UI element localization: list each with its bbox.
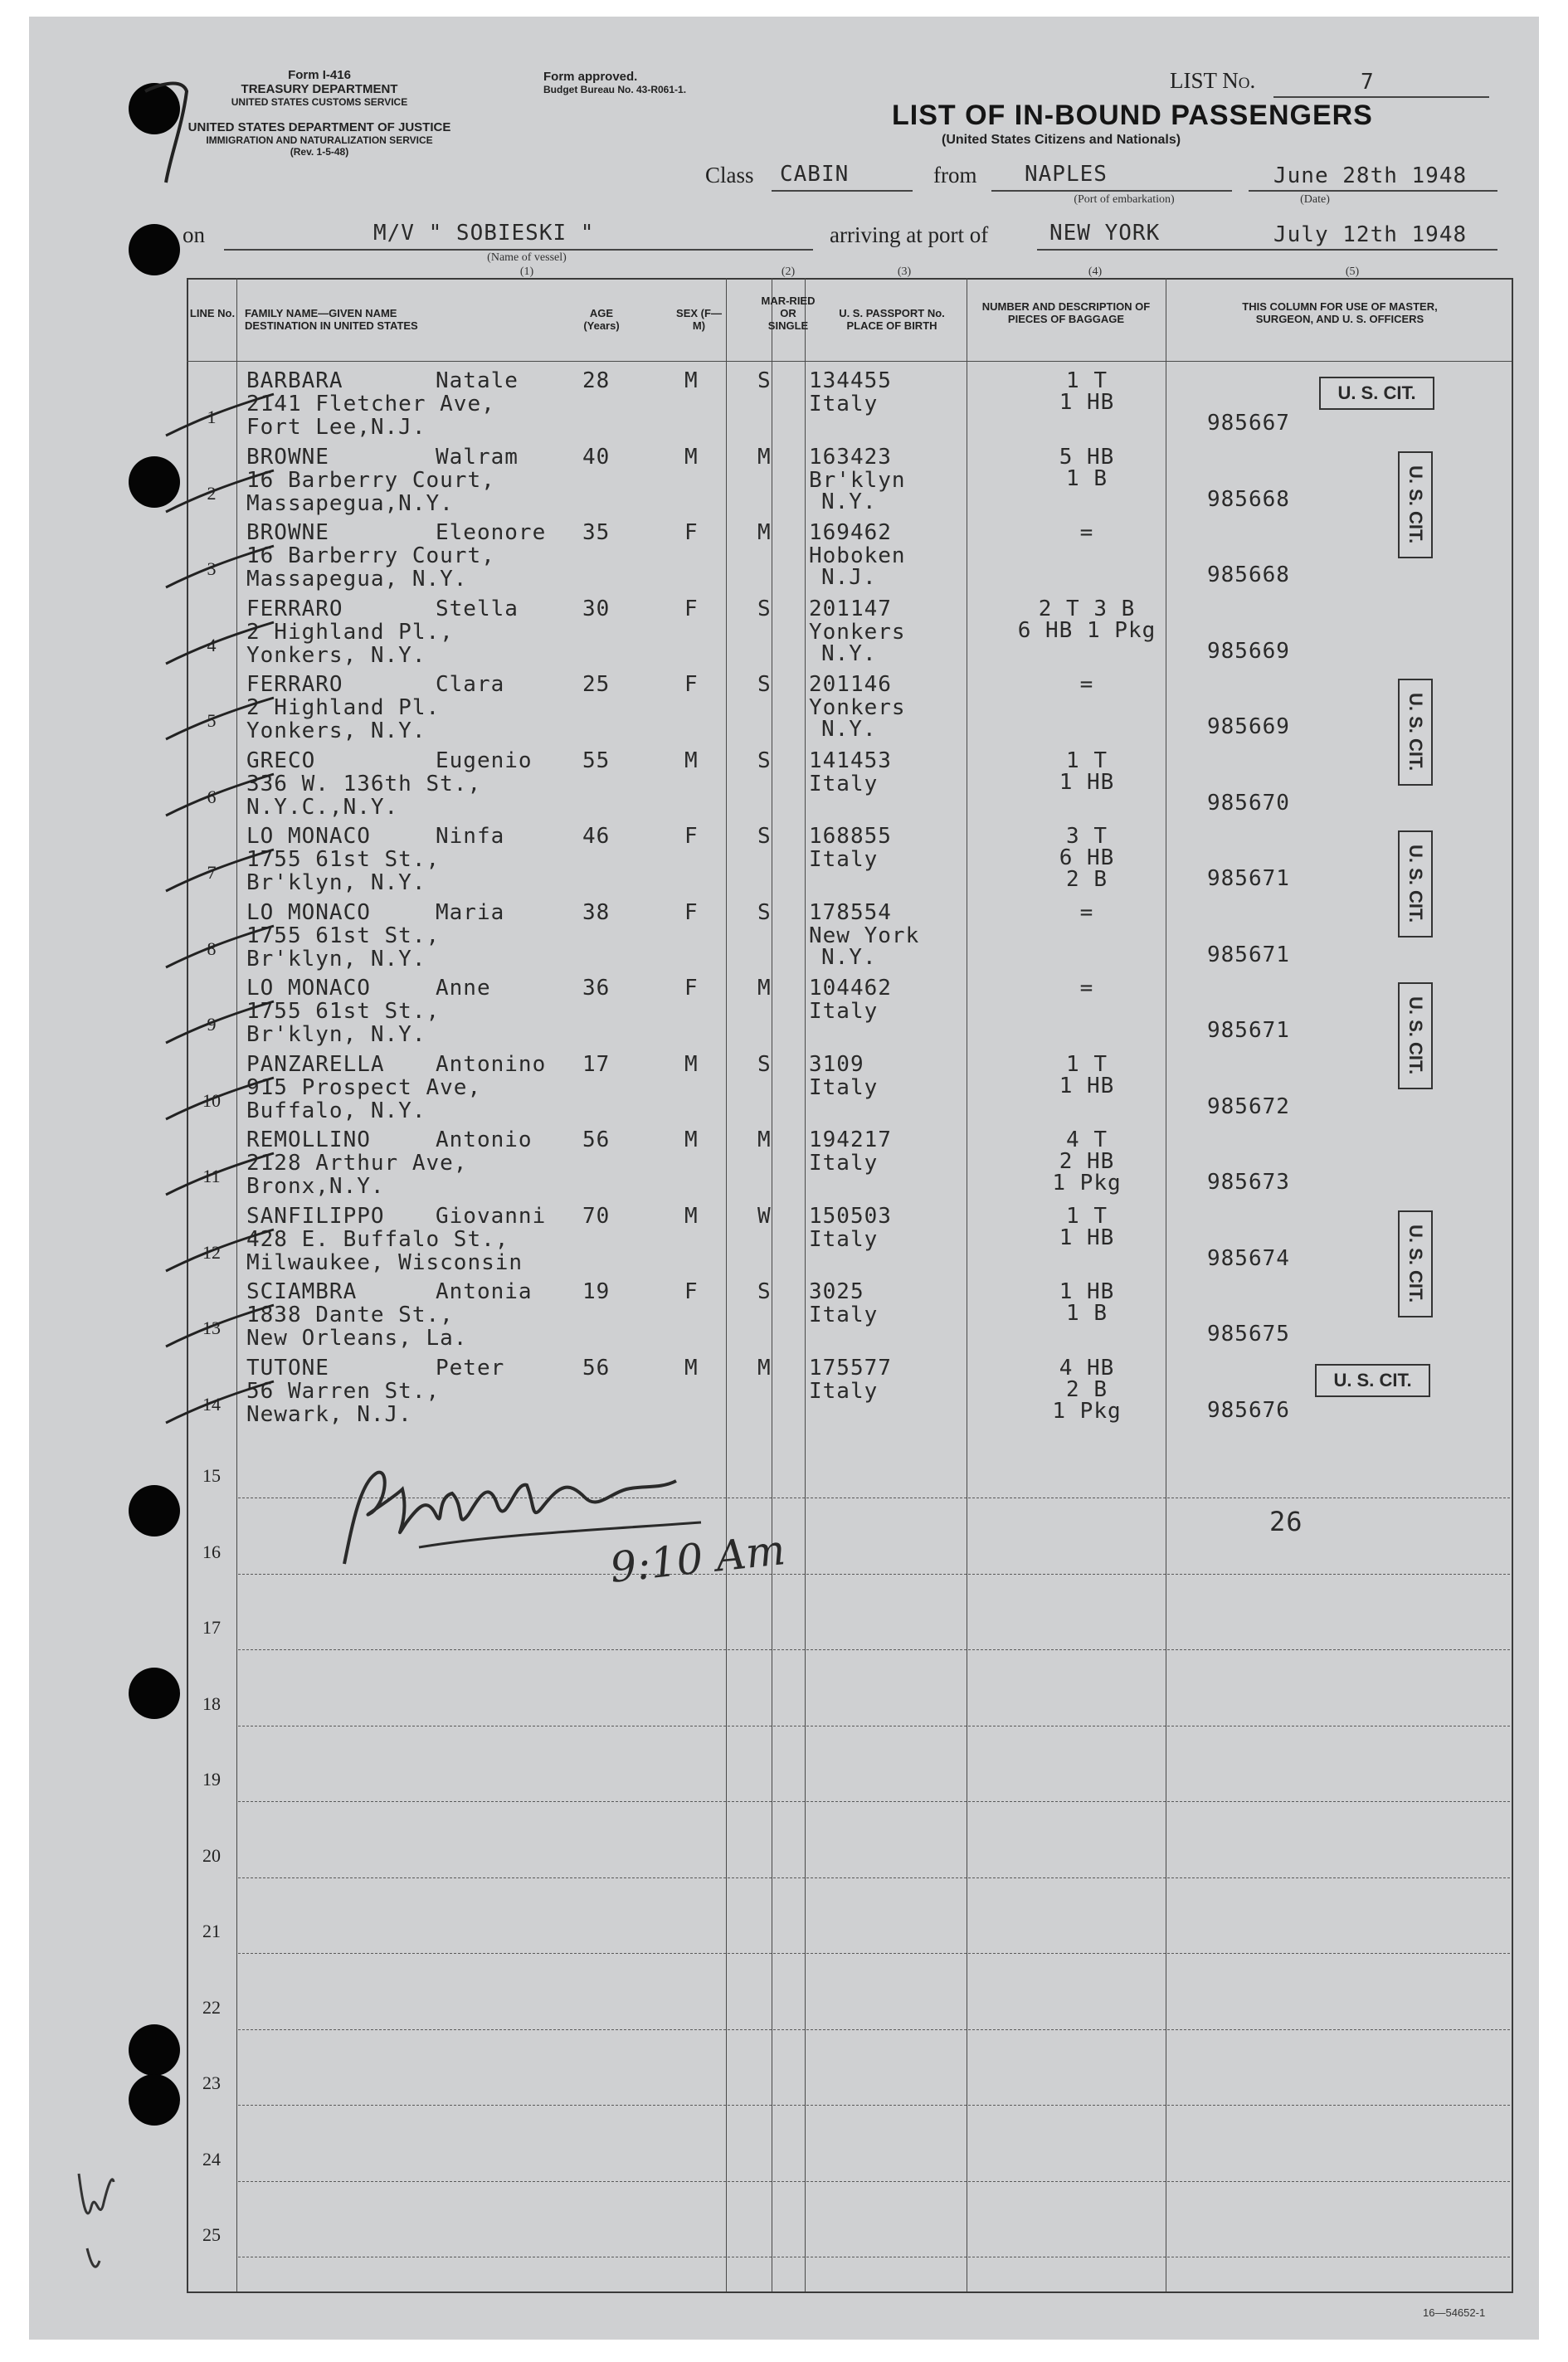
- baggage-line-1: 5 HB: [1059, 444, 1115, 470]
- form-number: Form I-416: [288, 68, 351, 82]
- punch-hole: [129, 224, 180, 275]
- passport-number: 201146: [809, 672, 892, 697]
- given-name: Eugenio: [436, 748, 533, 773]
- baggage-line-1: 1 T: [1066, 1203, 1108, 1229]
- line-number: 19: [202, 1769, 221, 1790]
- passport-number: 3109: [809, 1051, 864, 1077]
- address-line-1: 2128 Arthur Ave,: [246, 1151, 468, 1176]
- baggage-line-2: 2 B: [1066, 1376, 1108, 1402]
- sex: M: [684, 1127, 699, 1152]
- family-name: BROWNE: [246, 444, 329, 470]
- line-number: 2: [207, 482, 217, 504]
- line-number: 6: [207, 786, 217, 807]
- sex: F: [684, 596, 699, 621]
- age: 17: [582, 1051, 611, 1077]
- marital-status: M: [757, 444, 772, 470]
- officer-number: 985670: [1207, 790, 1290, 816]
- address-line-2: Newark, N.J.: [246, 1401, 412, 1427]
- passport-number: 194217: [809, 1127, 892, 1152]
- marital-status: S: [757, 824, 772, 849]
- address-line-1: 1838 Dante St.,: [246, 1303, 454, 1327]
- page-title: LIST OF IN-BOUND PASSENGERS: [892, 100, 1373, 131]
- family-name: BARBARA: [246, 368, 343, 393]
- given-name: Antonio: [436, 1127, 533, 1152]
- given-name: Natale: [436, 368, 519, 393]
- date-caption: (Date): [1300, 193, 1330, 206]
- address-line-2: Bronx,N.Y.: [246, 1174, 385, 1199]
- family-name: LO MONACO: [246, 976, 371, 1001]
- line-number: 14: [202, 1393, 221, 1415]
- address-line-1: 1755 61st St.,: [246, 923, 441, 948]
- line-number: 18: [202, 1692, 221, 1714]
- baggage-line-1: =: [1079, 899, 1094, 925]
- address-line-2: Br'klyn, N.Y.: [246, 870, 426, 895]
- given-name: Eleonore: [436, 520, 547, 545]
- baggage-line-3: 1 Pkg: [1052, 1171, 1122, 1196]
- given-name: Clara: [436, 672, 505, 697]
- manifest-sheet: [29, 17, 1539, 2340]
- baggage-line-2: 2 HB: [1059, 1149, 1115, 1174]
- baggage-line-1: =: [1079, 520, 1094, 545]
- list-label: LIST No.: [1170, 68, 1256, 93]
- marital-status: M: [757, 1127, 772, 1152]
- sex: F: [684, 824, 699, 849]
- baggage-line-3: 1 Pkg: [1052, 1398, 1122, 1424]
- col-header-name: FAMILY NAME—GIVEN NAME DESTINATION IN UNITED STATES: [245, 307, 418, 332]
- address-line-1: 2141 Fletcher Ave,: [246, 392, 495, 416]
- row-rule: [238, 1649, 1510, 1650]
- us-citizen-stamp: U. S. CIT.: [1398, 830, 1433, 937]
- baggage-line-2: 6 HB 1 Pkg: [1017, 617, 1157, 643]
- place-of-birth-state: N.Y.: [821, 640, 877, 666]
- check-mark: [158, 542, 282, 592]
- column-number-5: (5): [1345, 265, 1360, 278]
- sex: M: [684, 444, 699, 470]
- marital-status: S: [757, 899, 772, 925]
- class-value: CABIN: [780, 162, 850, 187]
- officer-number: 985671: [1207, 1018, 1290, 1043]
- line-number: 5: [207, 710, 217, 731]
- age: 38: [582, 899, 611, 925]
- marital-status: W: [757, 1203, 772, 1229]
- officer-number: 985675: [1207, 1322, 1290, 1347]
- age: 25: [582, 672, 611, 697]
- check-mark: [158, 1225, 282, 1275]
- baggage-line-2: 1 HB: [1059, 1225, 1115, 1250]
- line-number: 8: [207, 937, 217, 959]
- age: 40: [582, 444, 611, 470]
- family-name: LO MONACO: [246, 824, 371, 849]
- family-name: FERRARO: [246, 596, 343, 621]
- from-value: NAPLES: [1025, 162, 1108, 187]
- address-line-2: New Orleans, La.: [246, 1326, 468, 1351]
- line-number: 17: [202, 1617, 221, 1638]
- age: 36: [582, 976, 611, 1001]
- line-number: 3: [207, 558, 217, 579]
- col-header-passport: U. S. PASSPORT No. PLACE OF BIRTH: [839, 307, 945, 332]
- baggage-line-1: 2 T 3 B: [1038, 596, 1136, 621]
- column-number-2: (2): [781, 265, 796, 278]
- check-mark: [158, 1377, 282, 1427]
- marital-status: M: [757, 976, 772, 1001]
- line-number: 10: [202, 1089, 221, 1111]
- family-name: SANFILIPPO: [246, 1203, 385, 1229]
- given-name: Peter: [436, 1355, 505, 1381]
- place-of-birth-state: N.Y.: [821, 489, 877, 514]
- officer-number: 985668: [1207, 486, 1290, 512]
- baggage-line-1: 1 T: [1066, 748, 1108, 773]
- age: 55: [582, 748, 611, 773]
- place-of-birth: Italy: [809, 999, 879, 1024]
- baggage-line-1: =: [1079, 672, 1094, 697]
- age: 56: [582, 1127, 611, 1152]
- officer-number: 985669: [1207, 714, 1290, 739]
- col-divider: [726, 278, 727, 2291]
- place-of-birth: New York: [809, 923, 920, 948]
- marital-status: S: [757, 1279, 772, 1304]
- place-of-birth-state: N.J.: [821, 565, 877, 590]
- place-of-birth: Yonkers: [809, 619, 906, 645]
- marital-status: S: [757, 596, 772, 621]
- address-line-2: Buffalo, N.Y.: [246, 1098, 426, 1123]
- check-mark: [158, 770, 282, 820]
- us-citizen-stamp: U. S. CIT.: [1319, 377, 1434, 410]
- revision: (Rev. 1-5-48): [290, 146, 349, 158]
- handwritten-initials: [62, 2157, 129, 2290]
- family-name: REMOLLINO: [246, 1127, 371, 1152]
- officer-number: 985671: [1207, 942, 1290, 967]
- sex: M: [684, 748, 699, 773]
- check-mark: [158, 1074, 282, 1123]
- baggage-line-2: 1 HB: [1059, 1073, 1115, 1098]
- treasury-dept: TREASURY DEPARTMENT: [241, 82, 398, 96]
- given-name: Ninfa: [436, 824, 505, 849]
- budget-bureau: Budget Bureau No. 43-R061-1.: [543, 84, 687, 95]
- officer-number: 985668: [1207, 562, 1290, 587]
- col-header-line: LINE No.: [189, 307, 236, 319]
- embark-date-field: [1249, 162, 1497, 192]
- officer-number: 985672: [1207, 1093, 1290, 1119]
- total-count: 26: [1269, 1506, 1303, 1537]
- row-rule: [238, 1953, 1510, 1954]
- baggage-line-1: 1 T: [1066, 368, 1108, 393]
- row-rule: [238, 2105, 1510, 2106]
- us-citizen-stamp: U. S. CIT.: [1315, 1364, 1430, 1397]
- baggage-line-1: 1 T: [1066, 1051, 1108, 1077]
- check-mark: [158, 618, 282, 668]
- arrival-port: NEW YORK: [1049, 221, 1161, 246]
- place-of-birth: Br'klyn: [809, 467, 906, 493]
- family-name: BROWNE: [246, 520, 329, 545]
- list-number: 7: [1361, 70, 1375, 95]
- place-of-birth: Italy: [809, 771, 879, 796]
- col-header-officers: THIS COLUMN FOR USE OF MASTER, SURGEON, AND U. S. OFFICERS: [1242, 300, 1438, 325]
- place-of-birth: Italy: [809, 1151, 879, 1176]
- punch-hole: [129, 1668, 180, 1719]
- sex: M: [684, 368, 699, 393]
- address-line-1: 16 Barberry Court,: [246, 467, 495, 493]
- sex: F: [684, 520, 699, 545]
- check-mark: [158, 845, 282, 895]
- passport-number: 3025: [809, 1279, 864, 1304]
- sex: M: [684, 1203, 699, 1229]
- sex: F: [684, 899, 699, 925]
- given-name: Anne: [436, 976, 491, 1001]
- vessel-name: M/V " SOBIESKI ": [373, 221, 595, 246]
- baggage-line-2: 1 HB: [1059, 390, 1115, 415]
- baggage-line-1: =: [1079, 976, 1094, 1001]
- address-line-2: Br'klyn, N.Y.: [246, 1022, 426, 1047]
- port-embarkation-caption: (Port of embarkation): [1074, 193, 1175, 206]
- sex: F: [684, 672, 699, 697]
- sex: F: [684, 1279, 699, 1304]
- passport-number: 169462: [809, 520, 892, 545]
- baggage-line-2: 1 HB: [1059, 769, 1115, 795]
- footer-code: 16—54652-1: [1423, 2306, 1486, 2319]
- marital-status: S: [757, 672, 772, 697]
- arriving-label: arriving at port of: [830, 222, 989, 247]
- family-name: FERRARO: [246, 672, 343, 697]
- line-number: 21: [202, 1921, 221, 1941]
- age: 56: [582, 1355, 611, 1381]
- given-name: Stella: [436, 596, 519, 621]
- given-name: Giovanni: [436, 1203, 547, 1229]
- header-divider: [187, 361, 1512, 362]
- line-number: 24: [202, 2148, 221, 2170]
- address-line-1: 1755 61st St.,: [246, 999, 441, 1024]
- customs-service: UNITED STATES CUSTOMS SERVICE: [231, 96, 408, 108]
- address-line-2: Br'klyn, N.Y.: [246, 946, 426, 972]
- column-number-4: (4): [1088, 265, 1103, 278]
- address-line-1: 56 Warren St.,: [246, 1378, 441, 1404]
- check-mark: [158, 694, 282, 743]
- family-name: PANZARELLA: [246, 1051, 385, 1077]
- passport-number: 178554: [809, 899, 892, 925]
- line-number: 23: [202, 2072, 221, 2093]
- passport-number: 141453: [809, 748, 892, 773]
- marital-status: S: [757, 748, 772, 773]
- address-line-2: N.Y.C.,N.Y.: [246, 794, 399, 820]
- officer-number: 985673: [1207, 1170, 1290, 1195]
- line-number: 7: [207, 862, 217, 883]
- place-of-birth: Italy: [809, 1378, 879, 1404]
- passport-number: 134455: [809, 368, 892, 393]
- handwritten-slash-mark: [137, 75, 203, 191]
- address-line-2: Massapegua, N.Y.: [246, 567, 468, 592]
- marital-status: S: [757, 368, 772, 393]
- sex: F: [684, 976, 699, 1001]
- row-rule: [238, 2029, 1510, 2030]
- baggage-line-1: 3 T: [1066, 824, 1108, 849]
- passport-number: 175577: [809, 1355, 892, 1381]
- punch-hole: [129, 1485, 180, 1537]
- address-line-1: 2 Highland Pl.,: [246, 619, 454, 645]
- place-of-birth: Hoboken: [809, 543, 906, 568]
- marital-status: M: [757, 520, 772, 545]
- check-mark: [158, 1301, 282, 1351]
- age: 28: [582, 368, 611, 393]
- address-line-2: Massapegua,N.Y.: [246, 490, 454, 516]
- marital-status: M: [757, 1355, 772, 1381]
- line-number: 13: [202, 1317, 221, 1338]
- col-header-baggage: NUMBER AND DESCRIPTION OF PIECES OF BAGGAGE: [981, 300, 1151, 325]
- justice-dept: UNITED STATES DEPARTMENT OF JUSTICE: [187, 120, 451, 134]
- officer-number: 985676: [1207, 1397, 1290, 1423]
- place-of-birth: Italy: [809, 392, 879, 416]
- line-number: 12: [202, 1241, 221, 1263]
- sex: M: [684, 1051, 699, 1077]
- on-label: on: [183, 222, 205, 247]
- vessel-field: [224, 219, 813, 251]
- line-number: 22: [202, 1996, 221, 2018]
- arrival-date: July 12th 1948: [1273, 222, 1468, 247]
- address-line-1: 915 Prospect Ave,: [246, 1074, 482, 1100]
- from-field: [991, 162, 1232, 192]
- passport-number: 150503: [809, 1203, 892, 1229]
- address-line-1: 428 E. Buffalo St.,: [246, 1226, 509, 1252]
- check-mark: [158, 466, 282, 516]
- age: 46: [582, 824, 611, 849]
- place-of-birth: Yonkers: [809, 695, 906, 720]
- handwritten-time: 9:10 Am: [607, 1526, 788, 1592]
- us-citizen-stamp: U. S. CIT.: [1398, 451, 1433, 558]
- officer-number: 985674: [1207, 1245, 1290, 1271]
- address-line-2: Milwaukee, Wisconsin: [246, 1249, 523, 1275]
- row-rule: [238, 1877, 1510, 1878]
- passport-number: 168855: [809, 824, 892, 849]
- line-number: 11: [202, 1166, 221, 1186]
- col-header-age: AGE (Years): [583, 307, 620, 332]
- baggage-line-3: 2 B: [1066, 867, 1108, 892]
- sex: M: [684, 1355, 699, 1381]
- officer-number: 985667: [1207, 411, 1290, 436]
- given-name: Antonia: [436, 1279, 533, 1304]
- embark-date: June 28th 1948: [1273, 163, 1468, 188]
- page-subtitle: (United States Citizens and Nationals): [942, 133, 1181, 147]
- punch-hole: [129, 2074, 180, 2126]
- arrival-field: [1037, 219, 1497, 251]
- place-of-birth: Italy: [809, 847, 879, 872]
- line-number: 15: [202, 1465, 221, 1486]
- form-approved: Form approved.: [543, 70, 638, 84]
- address-line-2: Yonkers, N.Y.: [246, 642, 426, 668]
- address-line-2: Yonkers, N.Y.: [246, 718, 426, 743]
- passport-number: 104462: [809, 976, 892, 1001]
- ins-service: IMMIGRATION AND NATURALIZATION SERVICE: [206, 134, 433, 146]
- marital-status: S: [757, 1051, 772, 1077]
- address-line-2: Fort Lee,N.J.: [246, 415, 426, 440]
- family-name: GRECO: [246, 748, 316, 773]
- line-number: 4: [207, 634, 217, 655]
- officer-number: 985669: [1207, 638, 1290, 664]
- age: 70: [582, 1203, 611, 1229]
- col-divider: [805, 278, 806, 2291]
- address-line-1: 336 W. 136th St.,: [246, 771, 482, 796]
- place-of-birth-state: N.Y.: [821, 717, 877, 742]
- address-line-1: 2 Highland Pl.: [246, 695, 441, 720]
- given-name: Walram: [436, 444, 519, 470]
- column-number-3: (3): [897, 265, 912, 278]
- baggage-line-2: 6 HB: [1059, 845, 1115, 870]
- list-number-line: [1273, 68, 1489, 98]
- family-name: TUTONE: [246, 1355, 329, 1381]
- us-citizen-stamp: U. S. CIT.: [1398, 679, 1433, 786]
- place-of-birth: Italy: [809, 1074, 879, 1100]
- age: 19: [582, 1279, 611, 1304]
- class-label: Class: [705, 163, 754, 187]
- check-mark: [158, 922, 282, 972]
- check-mark: [158, 1149, 282, 1199]
- from-label: from: [933, 163, 977, 187]
- col-header-sex: SEX (F—M): [676, 307, 722, 332]
- given-name: Antonino: [436, 1051, 547, 1077]
- baggage-line-2: 1 B: [1066, 1301, 1108, 1326]
- line-number: 16: [202, 1541, 221, 1562]
- line-number: 20: [202, 1844, 221, 1866]
- line-number: 9: [207, 1014, 217, 1035]
- age: 35: [582, 520, 611, 545]
- col-header-married: MAR-RIED OR SINGLE: [761, 295, 816, 332]
- given-name: Maria: [436, 899, 505, 925]
- row-rule: [238, 2181, 1510, 2182]
- passport-number: 163423: [809, 444, 892, 470]
- check-mark: [158, 997, 282, 1047]
- punch-hole: [129, 2024, 180, 2076]
- age: 30: [582, 596, 611, 621]
- place-of-birth: Italy: [809, 1226, 879, 1252]
- address-line-1: 1755 61st St.,: [246, 847, 441, 872]
- class-field: [772, 162, 913, 192]
- vessel-caption: (Name of vessel): [487, 251, 567, 264]
- check-mark: [158, 390, 282, 440]
- passport-number: 201147: [809, 596, 892, 621]
- place-of-birth-state: N.Y.: [821, 944, 877, 970]
- family-name: SCIAMBRA: [246, 1279, 358, 1304]
- row-rule: [238, 1801, 1510, 1802]
- column-number-1: (1): [519, 265, 534, 278]
- address-line-1: 16 Barberry Court,: [246, 543, 495, 568]
- baggage-line-1: 4 HB: [1059, 1355, 1115, 1381]
- place-of-birth: Italy: [809, 1303, 879, 1327]
- us-citizen-stamp: U. S. CIT.: [1398, 1210, 1433, 1317]
- baggage-line-1: 4 T: [1066, 1127, 1108, 1152]
- line-number: 25: [202, 2224, 221, 2245]
- officer-number: 985671: [1207, 866, 1290, 891]
- us-citizen-stamp: U. S. CIT.: [1398, 982, 1433, 1089]
- baggage-line-2: 1 B: [1066, 465, 1108, 491]
- line-number: 1: [207, 407, 217, 427]
- baggage-line-1: 1 HB: [1059, 1279, 1115, 1304]
- family-name: LO MONACO: [246, 899, 371, 925]
